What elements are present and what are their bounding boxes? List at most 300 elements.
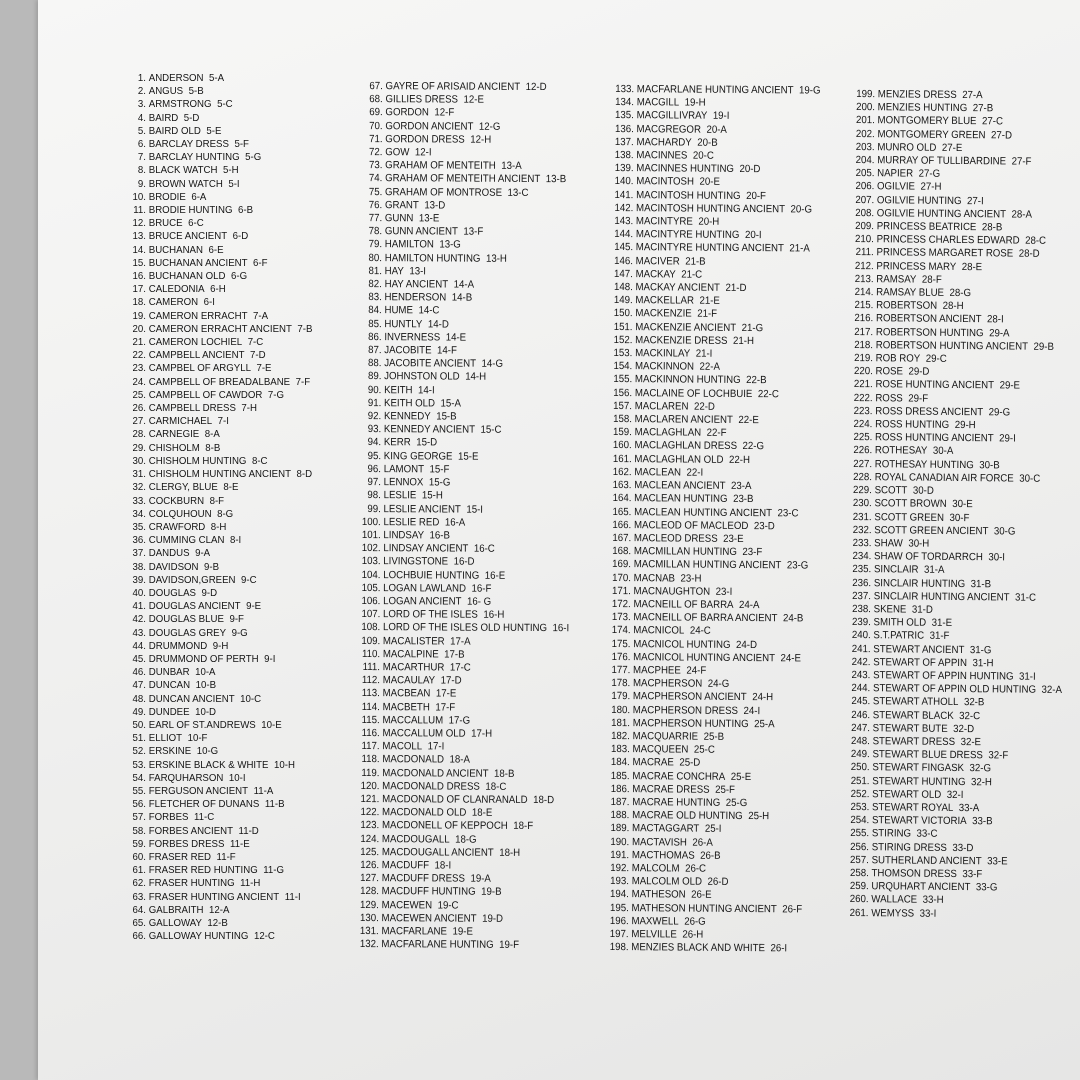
- entry-name: STEWART ROYAL: [872, 801, 954, 814]
- entry-code: 24-G: [707, 677, 730, 691]
- entry-number: 40.: [132, 586, 146, 599]
- index-entry: [100, 376, 312, 389]
- entry-code: 21-A: [789, 242, 810, 255]
- entry-number: 120.: [360, 779, 380, 792]
- entry-name: ROBERTSON HUNTING ANCIENT: [875, 339, 1029, 353]
- entry-code: 14-G: [481, 357, 504, 371]
- entry-name: ROBERTSON ANCIENT: [875, 312, 982, 326]
- entry-number: 188.: [610, 809, 630, 822]
- index-entry: [355, 608, 569, 622]
- entry-number: 81.: [368, 264, 382, 277]
- entry-number: 99.: [367, 502, 381, 515]
- entry-name: JACOBITE: [384, 344, 432, 357]
- index-entry: [100, 402, 312, 415]
- entry-code: 20-E: [699, 176, 720, 189]
- index-entry: [100, 296, 312, 309]
- entry-code: 17-D: [440, 674, 462, 687]
- entry-code: 24-A: [738, 598, 760, 612]
- entry-name: ROBERTSON HUNTING: [875, 325, 984, 339]
- entry-name: STEWART OF APPIN OLD HUNTING: [872, 682, 1037, 696]
- entry-code: 17-F: [435, 700, 456, 714]
- index-entry: [356, 450, 570, 464]
- entry-name: MACLEAN HUNTING ANCIENT: [634, 505, 773, 519]
- entry-code: 10-C: [240, 692, 262, 705]
- entry-code: 29-B: [1033, 340, 1055, 353]
- entry-number: 163.: [612, 479, 632, 492]
- entry-code: 14-H: [465, 371, 487, 384]
- index-entry: [100, 138, 312, 151]
- entry-code: 13-G: [439, 238, 461, 252]
- entry-number: 33.: [132, 494, 146, 507]
- entry-name: BUCHANAN: [148, 243, 203, 256]
- entry-code: 21-C: [681, 268, 703, 281]
- entry-name: MACAULAY: [382, 674, 436, 687]
- entry-code: 14-B: [451, 291, 473, 304]
- entry-number: 107.: [361, 608, 381, 621]
- entry-name: SINCLAIR HUNTING ANCIENT: [873, 589, 1010, 604]
- entry-name: ROSE HUNTING ANCIENT: [875, 378, 995, 392]
- index-entry: [357, 186, 571, 200]
- entry-name: MACCALLUM OLD: [382, 727, 466, 740]
- index-entry: [356, 542, 570, 556]
- entry-code: 23-B: [733, 493, 754, 506]
- entry-code: 12-C: [253, 930, 275, 943]
- index-entry: [611, 175, 820, 190]
- index-entry: [357, 344, 571, 358]
- entry-number: 235.: [852, 563, 872, 576]
- entry-number: 83.: [368, 291, 382, 304]
- entry-name: LESLIE: [383, 489, 417, 502]
- entry-name: STEWART ANCIENT: [873, 642, 965, 656]
- entry-code: 27-F: [1011, 155, 1032, 168]
- entry-name: PRINCESS MARY: [876, 259, 957, 273]
- entry-name: MACLAGHLAN: [634, 426, 702, 439]
- entry-name: KENNEDY ANCIENT: [383, 423, 476, 436]
- index-entry: [100, 230, 312, 243]
- index-entry: [100, 666, 312, 679]
- entry-code: 18-C: [485, 780, 507, 793]
- entry-number: 197.: [609, 928, 629, 941]
- entry-name: SKENE: [873, 603, 907, 616]
- index-entry: [100, 428, 312, 441]
- entry-name: CARNEGIE: [148, 428, 200, 441]
- entry-number: 224.: [853, 418, 873, 431]
- entry-number: 26.: [132, 402, 146, 415]
- entry-name: MACLAREN: [634, 400, 689, 413]
- index-entry: [100, 72, 312, 85]
- entry-number: 100.: [361, 515, 381, 528]
- index-entry: [100, 785, 312, 798]
- index-entry: [354, 872, 568, 886]
- index-entry: [358, 80, 572, 94]
- entry-number: 77.: [368, 212, 383, 225]
- entry-number: 202.: [855, 127, 875, 140]
- entry-number: 221.: [853, 378, 873, 391]
- entry-number: 44.: [132, 639, 146, 652]
- entry-name: WEMYSS: [871, 906, 915, 920]
- entry-number: 261.: [849, 906, 869, 919]
- entry-number: 140.: [614, 175, 634, 188]
- index-entry: [100, 561, 312, 574]
- entry-number: 132.: [359, 938, 379, 951]
- index-entry: [355, 714, 569, 728]
- entry-number: 211.: [855, 246, 874, 259]
- entry-name: GRAHAM OF MONTROSE: [385, 185, 503, 199]
- entry-number: 190.: [610, 835, 630, 848]
- entry-name: EARL OF ST.ANDREWS: [148, 718, 256, 731]
- entry-code: 22-I: [686, 466, 704, 479]
- entry-name: ROSE: [875, 365, 903, 378]
- index-entry: [100, 600, 312, 613]
- entry-name: MACOLL: [382, 740, 423, 753]
- entry-name: STEWART BLUE DRESS: [872, 748, 983, 762]
- entry-code: 14-E: [445, 331, 467, 344]
- entry-name: GRAHAM OF MENTEITH ANCIENT: [385, 172, 541, 186]
- entry-name: CLERGY, BLUE: [148, 481, 218, 494]
- entry-number: 30.: [132, 454, 146, 467]
- entry-number: 13.: [132, 230, 146, 243]
- entry-number: 152.: [613, 333, 633, 347]
- entry-number: 86.: [368, 330, 382, 343]
- entry-number: 255.: [850, 827, 870, 840]
- entry-code: 31-E: [931, 616, 953, 630]
- entry-name: DANDUS: [148, 547, 190, 560]
- entry-number: 90.: [367, 383, 382, 396]
- entry-number: 73.: [368, 159, 383, 172]
- entry-code: 20-B: [697, 136, 718, 149]
- entry-name: FORBES DRESS: [148, 837, 225, 850]
- entry-name: MONTGOMERY GREEN: [877, 127, 986, 141]
- entry-number: 234.: [852, 550, 872, 563]
- entry-code: 29-F: [908, 392, 929, 405]
- entry-name: BRUCE: [148, 217, 183, 230]
- entry-name: DOUGLAS: [148, 586, 197, 599]
- index-entry: [100, 257, 312, 270]
- entry-code: 33-B: [972, 815, 993, 828]
- entry-name: BAIRD: [148, 111, 179, 124]
- index-column-1: [100, 72, 312, 943]
- entry-name: MACKELLAR: [635, 294, 695, 307]
- entry-number: 169.: [612, 558, 632, 571]
- entry-number: 206.: [855, 180, 875, 193]
- entry-name: LINDSAY: [383, 529, 425, 542]
- entry-name: INVERNESS: [384, 331, 441, 344]
- index-entry: [357, 291, 571, 305]
- entry-number: 254.: [850, 814, 870, 827]
- entry-name: STIRING: [871, 827, 912, 840]
- entry-name: KENNEDY: [383, 410, 431, 423]
- entry-code: 7-F: [295, 375, 311, 388]
- entry-code: 9-C: [241, 573, 257, 586]
- index-entry: [356, 582, 570, 596]
- entry-number: 168.: [612, 545, 632, 558]
- index-entry: [358, 93, 572, 107]
- entry-name: BARCLAY DRESS: [148, 138, 229, 151]
- entry-name: MACNEILL OF BARRA: [633, 598, 734, 611]
- entry-name: ANGUS: [148, 85, 184, 98]
- entry-name: SMITH OLD: [873, 616, 927, 629]
- entry-code: 15-D: [416, 436, 438, 449]
- entry-name: PRINCESS BEATRICE: [876, 220, 977, 234]
- entry-code: 11-H: [240, 877, 261, 890]
- entry-code: 33-A: [958, 802, 980, 815]
- index-entry: [356, 410, 570, 424]
- entry-number: 112.: [361, 674, 380, 687]
- entry-code: 26-D: [707, 875, 729, 889]
- index-entry: [610, 321, 819, 336]
- entry-code: 32-A: [1041, 683, 1062, 697]
- entry-code: 11-B: [264, 798, 285, 811]
- entry-number: 139.: [614, 162, 634, 175]
- index-entry: [357, 252, 571, 266]
- entry-code: 5-A: [209, 72, 225, 84]
- entry-number: 36.: [132, 534, 146, 547]
- index-entry: [357, 199, 571, 213]
- entry-code: 26-G: [684, 915, 706, 928]
- entry-code: 33-H: [922, 894, 944, 907]
- entry-code: 23-I: [715, 585, 733, 598]
- entry-code: 8-I: [229, 534, 242, 547]
- entry-name: MACDUFF DRESS: [381, 872, 465, 885]
- entry-number: 34.: [132, 507, 146, 520]
- entry-code: 6-F: [253, 256, 268, 269]
- entry-number: 123.: [360, 819, 380, 832]
- entry-number: 55.: [132, 784, 146, 797]
- index-column-4: [846, 88, 1066, 922]
- entry-name: URQUHART ANCIENT: [871, 880, 971, 894]
- entry-number: 182.: [611, 729, 630, 743]
- entry-name: OGILVIE HUNTING ANCIENT: [876, 207, 1007, 221]
- entry-name: PRINCESS CHARLES EDWARD: [876, 233, 1020, 247]
- entry-number: 174.: [611, 624, 631, 637]
- index-entry: [355, 753, 569, 767]
- entry-number: 213.: [854, 272, 874, 286]
- entry-code: 25-C: [693, 743, 715, 756]
- entry-name: GALLOWAY HUNTING: [148, 930, 249, 943]
- entry-code: 27-G: [918, 167, 941, 181]
- entry-number: 258.: [849, 866, 869, 880]
- entry-code: 5-I: [228, 177, 240, 190]
- entry-code: 11-E: [229, 837, 250, 850]
- entry-number: 96.: [367, 462, 381, 476]
- entry-name: MACALISTER: [382, 634, 445, 648]
- entry-number: 64.: [132, 903, 146, 916]
- index-entry: [355, 661, 569, 675]
- entry-code: 17-H: [471, 727, 493, 740]
- index-entry: [355, 687, 569, 701]
- entry-name: MACLAGHLAN DRESS: [634, 439, 738, 453]
- index-entry: [100, 679, 312, 692]
- entry-number: 233.: [852, 536, 872, 550]
- entry-number: 63.: [132, 890, 146, 903]
- entry-number: 113.: [361, 687, 380, 700]
- index-entry: [849, 629, 1063, 644]
- entry-code: 26-I: [770, 942, 788, 955]
- entry-code: 26-B: [700, 849, 721, 862]
- entry-number: 92.: [367, 410, 382, 423]
- entry-name: GILLIES DRESS: [385, 93, 459, 106]
- entry-name: LAMONT: [383, 463, 425, 476]
- entry-number: 67.: [369, 80, 383, 93]
- entry-number: 208.: [855, 206, 875, 220]
- index-entry: [608, 690, 817, 705]
- index-entry: [609, 558, 818, 573]
- entry-name: LINDSAY ANCIENT: [383, 542, 469, 555]
- index-entry: [607, 902, 816, 917]
- entry-code: 9-A: [195, 547, 211, 560]
- entry-number: 14.: [132, 243, 146, 256]
- entry-name: MACLEOD DRESS: [633, 532, 718, 545]
- entry-number: 5.: [137, 124, 146, 137]
- entry-number: 136.: [614, 122, 634, 135]
- index-entry: [611, 255, 820, 270]
- index-entry: [355, 595, 569, 609]
- entry-code: 24-I: [743, 704, 761, 717]
- entry-name: CUMMING CLAN: [148, 534, 225, 547]
- entry-code: 19-I: [712, 110, 730, 123]
- entry-name: SINCLAIR: [873, 563, 919, 576]
- index-column-3: [606, 83, 820, 956]
- entry-code: 7-H: [241, 402, 258, 415]
- entry-number: 8.: [137, 164, 146, 177]
- entry-code: 27-I: [967, 194, 984, 207]
- entry-name: MACTAGGART: [632, 822, 700, 836]
- entry-code: 12-H: [470, 133, 492, 146]
- entry-code: 16-F: [471, 582, 492, 595]
- entry-code: 9-D: [201, 586, 218, 599]
- entry-name: DUNBAR: [148, 666, 190, 679]
- entry-code: 32-B: [963, 696, 985, 709]
- entry-code: 30-E: [952, 498, 973, 511]
- entry-name: ARMSTRONG: [148, 98, 212, 111]
- entry-number: 6.: [137, 138, 146, 151]
- index-entry: [100, 204, 312, 217]
- index-entry: [100, 112, 312, 125]
- entry-name: MACNEILL OF BARRA ANCIENT: [633, 611, 778, 625]
- entry-number: 175.: [611, 637, 631, 650]
- entry-name: MACLEAN: [634, 466, 682, 479]
- entry-name: CHISHOLM: [148, 441, 200, 454]
- entry-number: 29.: [132, 441, 146, 454]
- index-entry: [100, 455, 312, 468]
- index-entry: [100, 336, 312, 349]
- index-entry: [355, 767, 569, 781]
- entry-code: 21-B: [685, 255, 706, 268]
- entry-name: MURRAY OF TULLIBARDINE: [877, 154, 1007, 168]
- entry-number: 87.: [368, 344, 382, 357]
- entry-code: 18-F: [513, 820, 534, 833]
- entry-number: 186.: [610, 782, 630, 795]
- entry-code: 6-H: [210, 283, 226, 296]
- entry-name: MACPHERSON ANCIENT: [632, 690, 747, 704]
- entry-code: 23-H: [680, 572, 702, 585]
- index-entry: [608, 704, 817, 719]
- entry-code: 15-E: [457, 450, 479, 463]
- entry-name: MACRAE CONCHRA: [632, 769, 726, 783]
- entry-number: 97.: [367, 476, 381, 489]
- index-entry: [354, 846, 568, 860]
- index-entry: [355, 727, 569, 741]
- entry-name: GAYRE OF ARISAID ANCIENT: [385, 80, 521, 93]
- entry-name: MALCOLM OLD: [631, 875, 703, 888]
- entry-name: SCOTT GREEN: [874, 510, 945, 524]
- entry-name: DRUMMOND: [148, 639, 208, 652]
- index-entry: [354, 938, 568, 952]
- entry-number: 124.: [360, 832, 380, 845]
- entry-name: MACDONALD: [382, 753, 445, 766]
- entry-number: 154.: [613, 360, 633, 373]
- index-entry: [611, 189, 820, 204]
- index-entry: [356, 423, 570, 437]
- entry-name: FRASER HUNTING: [148, 877, 235, 890]
- entry-number: 170.: [612, 571, 631, 584]
- entry-number: 199.: [856, 88, 876, 101]
- entry-code: 31-I: [1019, 670, 1036, 683]
- index-entry: [356, 489, 570, 503]
- entry-name: MENZIES DRESS: [877, 88, 957, 101]
- entry-code: 28-A: [1011, 208, 1032, 221]
- entry-number: 256.: [850, 840, 870, 853]
- entry-name: STIRING DRESS: [871, 840, 947, 854]
- entry-code: 14-F: [437, 344, 457, 357]
- index-entry: [357, 318, 571, 332]
- entry-code: 24-E: [780, 652, 802, 665]
- entry-name: MACINTYRE HUNTING ANCIENT: [635, 241, 784, 255]
- entry-code: 31-D: [911, 603, 933, 616]
- entry-name: MACINTOSH HUNTING ANCIENT: [635, 202, 786, 216]
- entry-number: 117.: [361, 740, 380, 753]
- index-entry: [356, 516, 570, 530]
- entry-code: 7-E: [256, 362, 272, 375]
- entry-code: 10-B: [195, 679, 217, 692]
- entry-code: 22-B: [746, 374, 767, 387]
- entry-number: 1.: [137, 72, 146, 84]
- entry-name: MACKINNON: [634, 360, 695, 373]
- entry-name: CAMERON: [148, 296, 199, 309]
- index-entry: [608, 770, 817, 785]
- entry-code: 27-C: [982, 115, 1004, 128]
- entry-name: MACDONALD OF CLANRANALD: [382, 793, 528, 806]
- entry-name: DAVIDSON: [148, 560, 199, 573]
- entry-number: 246.: [851, 708, 871, 721]
- entry-number: 243.: [851, 668, 871, 682]
- entry-code: 17-E: [435, 687, 457, 700]
- index-entry: [355, 701, 569, 715]
- entry-name: GOW: [385, 146, 410, 159]
- entry-name: MATHESON: [631, 888, 686, 901]
- entry-name: STEWART BUTE: [872, 721, 948, 735]
- entry-number: 121.: [360, 792, 380, 806]
- entry-number: 48.: [132, 692, 146, 705]
- index-entry: [354, 806, 568, 820]
- index-entry: [100, 362, 312, 375]
- entry-code: 26-F: [782, 902, 803, 916]
- index-entry: [100, 521, 312, 534]
- entry-number: 85.: [368, 317, 382, 330]
- entry-number: 144.: [614, 228, 634, 241]
- entry-number: 219.: [854, 352, 873, 365]
- entry-number: 53.: [132, 758, 146, 771]
- entry-name: MENZIES HUNTING: [877, 101, 968, 115]
- entry-code: 32-C: [959, 709, 981, 722]
- entry-code: 33-E: [987, 855, 1008, 868]
- entry-number: 181.: [611, 716, 631, 729]
- entry-number: 75.: [368, 185, 383, 198]
- entry-name: CAMPBELL DRESS: [148, 402, 236, 415]
- entry-number: 205.: [855, 167, 875, 180]
- entry-number: 159.: [612, 426, 632, 439]
- entry-name: MACKENZIE ANCIENT: [635, 320, 737, 334]
